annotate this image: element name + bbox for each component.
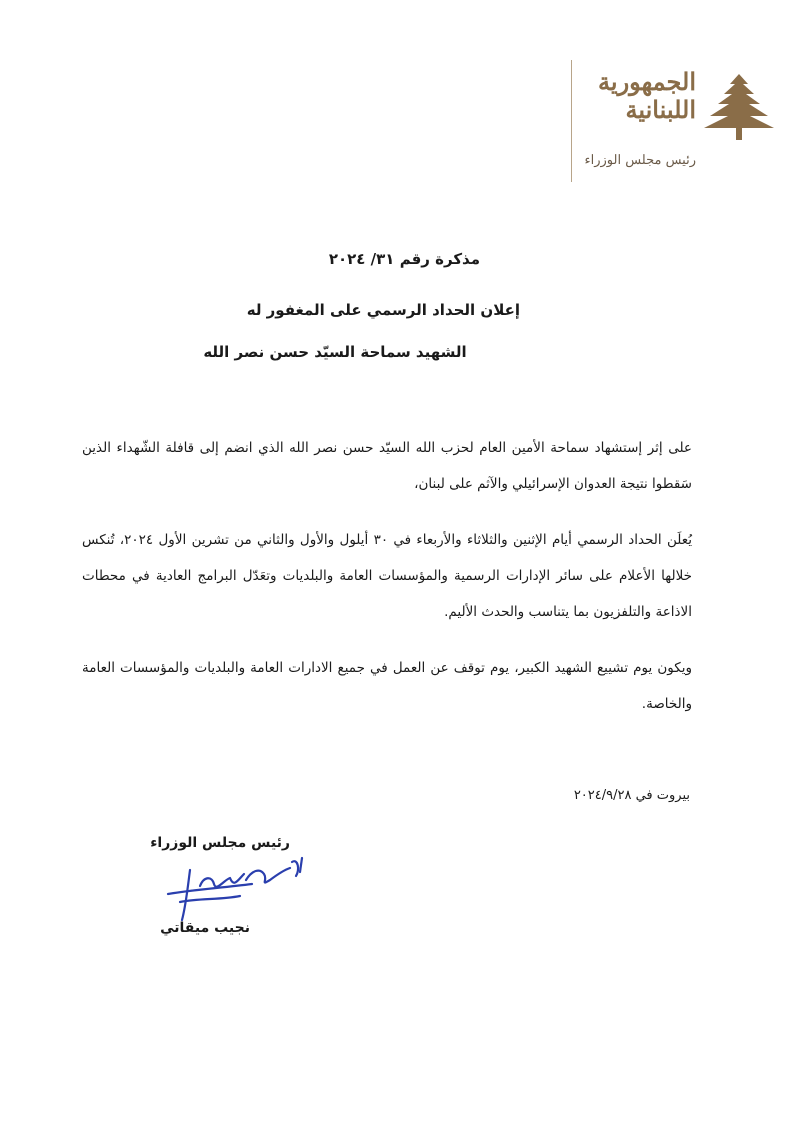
memo-body [82, 430, 692, 742]
emblem-line-2: اللبنانية [625, 95, 696, 124]
handwritten-signature [160, 850, 330, 930]
signatory-title: رئيس مجلس الوزراء [150, 835, 290, 851]
emblem-line-1: الجمهورية [598, 67, 696, 96]
memo-title-line-2: الشهيد سماحة السيّد حسن نصر الله [203, 343, 467, 361]
body-paragraph-3: ويكون يوم تشييع الشهيد الكبير، يوم توقف عن العمل في جميع الادارات العامة والبلديات والمؤسسات العامة والخاصة. [82, 660, 692, 712]
memo-title-line-1: إعلان الحداد الرسمي على المغفور له [246, 301, 520, 319]
cedar-icon [700, 70, 778, 142]
letterhead-office: رئيس مجلس الوزراء [584, 153, 696, 168]
signatory-name: نجيب ميقاتي [160, 920, 250, 936]
memo-date: بيروت في ٢٠٢٤/٩/٢٨ [573, 788, 690, 803]
republic-emblem-text [576, 68, 696, 124]
memo-number: مذكرة رقم ٣١/ ٢٠٢٤ [328, 250, 480, 268]
body-paragraph-2: يُعلَن الحداد الرسمي أيام الإثنين والثلاثاء والأربعاء في ٣٠ أيلول والأول والثاني من تشرين الأول ٢٠٢٤، تُنكس خلالها الأعلام على سائر الإدارات الرسمية والمؤسسات العامة والبلديات وتعَدّل البرامج العادية في محطات الاذاعة والتلفزيون بما يتناسب والحدث الأليم. [82, 532, 692, 620]
letterhead-divider [571, 60, 572, 182]
body-paragraph-1: على إثر إستشهاد سماحة الأمين العام لحزب الله السيّد حسن نصر الله الذي انضم إلى قافلة الشّهداء الذين سَقطوا نتيجة العدوان الإسرائيلي والآثم على لبنان، [82, 440, 692, 492]
